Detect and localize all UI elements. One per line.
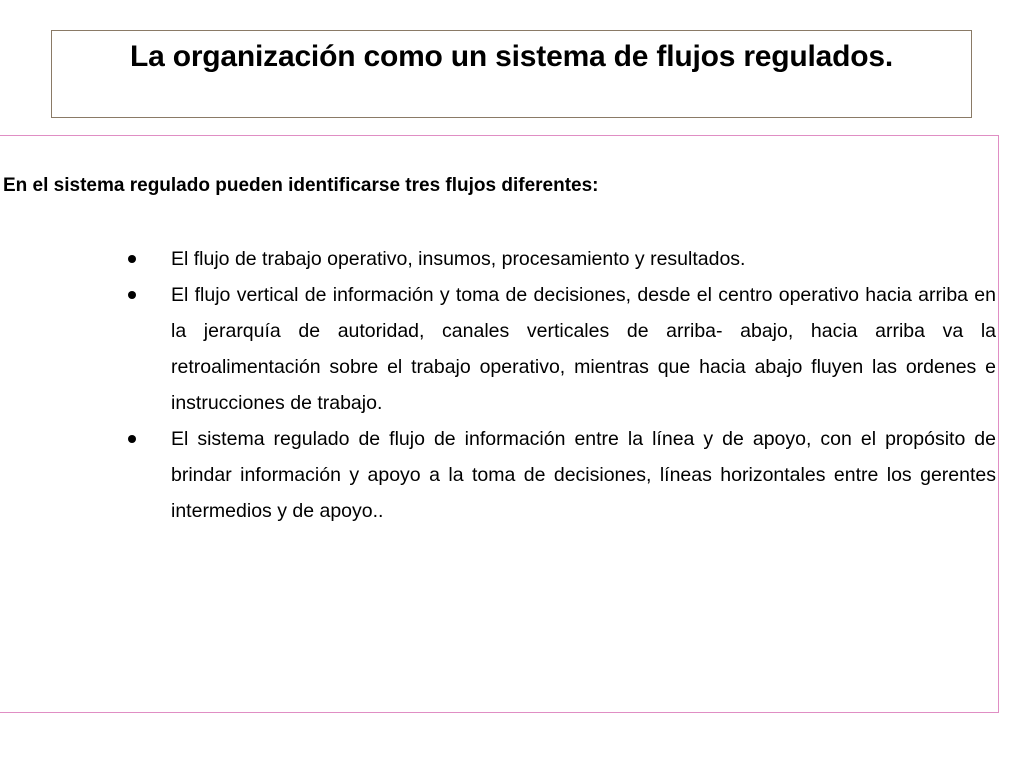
- list-item: [0, 421, 1000, 529]
- bullet-dot-icon: [128, 291, 136, 299]
- bullet-text: El flujo vertical de información y toma de decisiones, desde el centro operativo hacia arriba en la jerarquía de autoridad, canales verticales de arriba- abajo, hacia arriba va la retroalimentación sobre el trabajo operativo, mientras que hacia abajo fluyen las ordenes e instrucciones de trabajo.: [171, 284, 996, 414]
- content-box: [0, 135, 999, 713]
- bullet-text: El flujo de trabajo operativo, insumos, procesamiento y resultados.: [171, 248, 746, 270]
- bullet-list: [0, 241, 1000, 529]
- slide-title: La organización como un sistema de flujos regulados.: [129, 40, 894, 73]
- list-item: [0, 277, 1000, 421]
- title-box: [51, 30, 972, 118]
- bullet-dot-icon: [128, 255, 136, 263]
- intro-text: En el sistema regulado pueden identificarse tres flujos diferentes:: [3, 175, 599, 196]
- bullet-text: El sistema regulado de flujo de información entre la línea y de apoyo, con el propósito de brindar información y apoyo a la toma de decisiones, líneas horizontales entre los gerentes intermedios y de apoyo..: [171, 428, 996, 522]
- bullet-dot-icon: [128, 435, 136, 443]
- list-item: [0, 241, 1000, 277]
